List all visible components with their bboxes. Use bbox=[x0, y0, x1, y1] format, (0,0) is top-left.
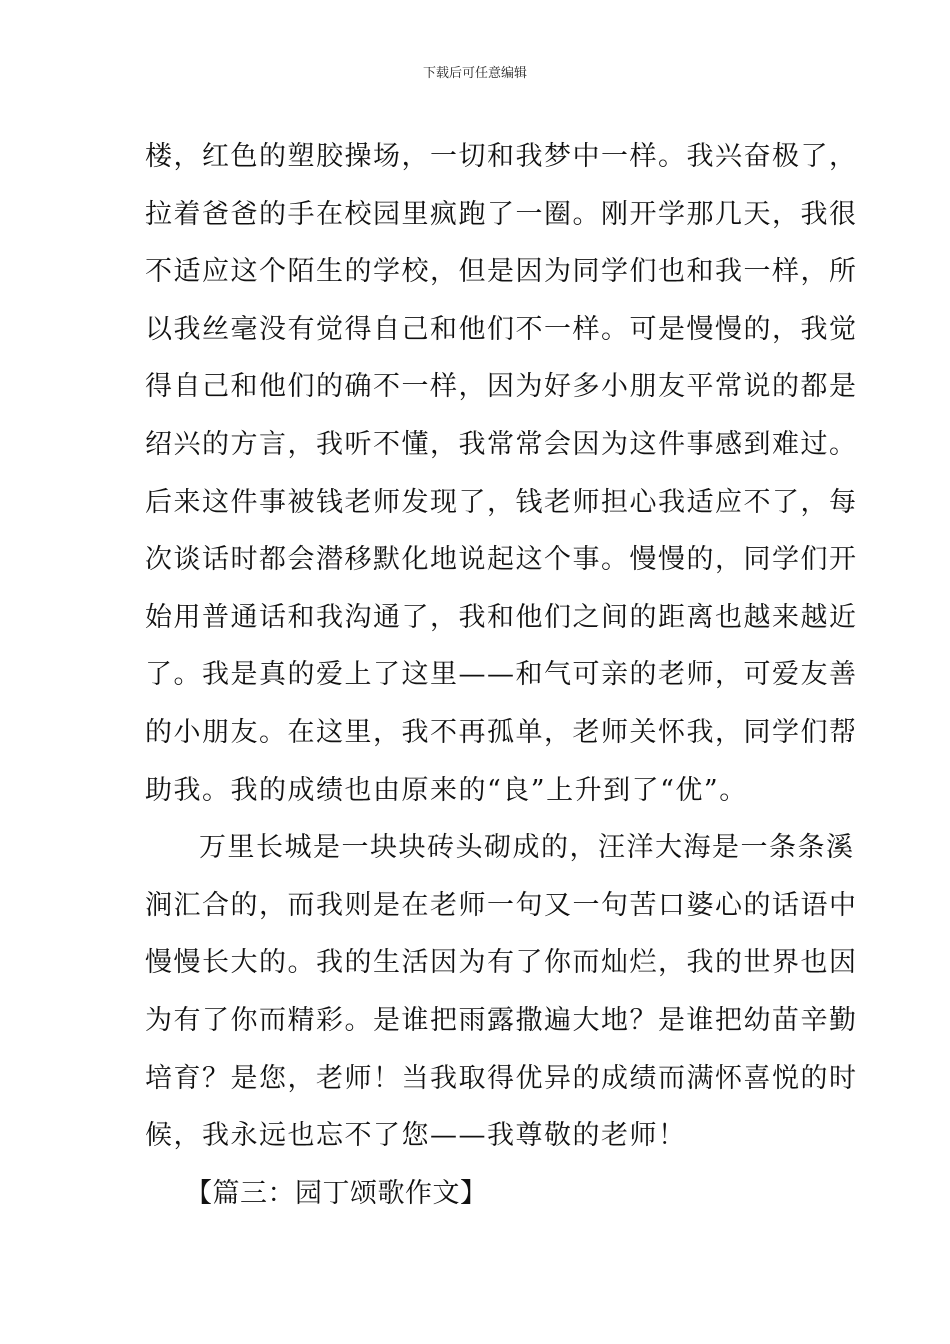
text-line: 了。我是真的爱上了这里——和气可亲的老师，可爱友善 bbox=[145, 659, 858, 691]
text-line: 培育？是您，老师！当我取得优异的成绩而满怀喜悦的时 bbox=[145, 1062, 858, 1094]
text-line: 慢慢长大的。我的生活因为有了你而灿烂，我的世界也因 bbox=[145, 947, 858, 979]
page-header: 下载后可任意编辑 bbox=[422, 66, 527, 81]
text-line: 不适应这个陌生的学校，但是因为同学们也和我一样，所 bbox=[145, 256, 858, 288]
text-line: 次谈话时都会潜移默化地说起这个事。慢慢的，同学们开 bbox=[145, 544, 858, 576]
section-heading: 【篇三：园丁颂歌作文】 bbox=[185, 1177, 488, 1209]
text-line: 后来这件事被钱老师发现了，钱老师担心我适应不了，每 bbox=[145, 486, 858, 518]
text-line: 始用普通话和我沟通了，我和他们之间的距离也越来越近 bbox=[145, 601, 858, 633]
paragraph-2 bbox=[145, 819, 858, 1165]
paragraph-1 bbox=[145, 128, 858, 819]
document-body bbox=[145, 128, 858, 1222]
text-line: 助我。我的成绩也由原来的“良”上升到了“优”。 bbox=[145, 774, 748, 806]
text-line: 拉着爸爸的手在校园里疯跑了一圈。刚开学那几天，我很 bbox=[145, 198, 858, 230]
text-line: 为有了你而精彩。是谁把雨露撒遍大地？是谁把幼苗辛勤 bbox=[145, 1004, 858, 1036]
text-line: 的小朋友。在这里，我不再孤单，老师关怀我，同学们帮 bbox=[145, 716, 858, 748]
text-line: 候，我永远也忘不了您——我尊敬的老师！ bbox=[145, 1120, 687, 1152]
text-line: 涧汇合的，而我则是在老师一句又一句苦口婆心的话语中 bbox=[145, 889, 858, 921]
text-line: 得自己和他们的确不一样，因为好多小朋友平常说的都是 bbox=[145, 371, 858, 403]
text-line: 以我丝毫没有觉得自己和他们不一样。可是慢慢的，我觉 bbox=[145, 313, 858, 345]
text-line: 楼，红色的塑胶操场，一切和我梦中一样。我兴奋极了， bbox=[145, 141, 858, 172]
text-line: 绍兴的方言，我听不懂，我常常会因为这件事感到难过。 bbox=[145, 428, 858, 460]
text-line: 万里长城是一块块砖头砌成的，汪洋大海是一条条溪 bbox=[199, 832, 855, 864]
